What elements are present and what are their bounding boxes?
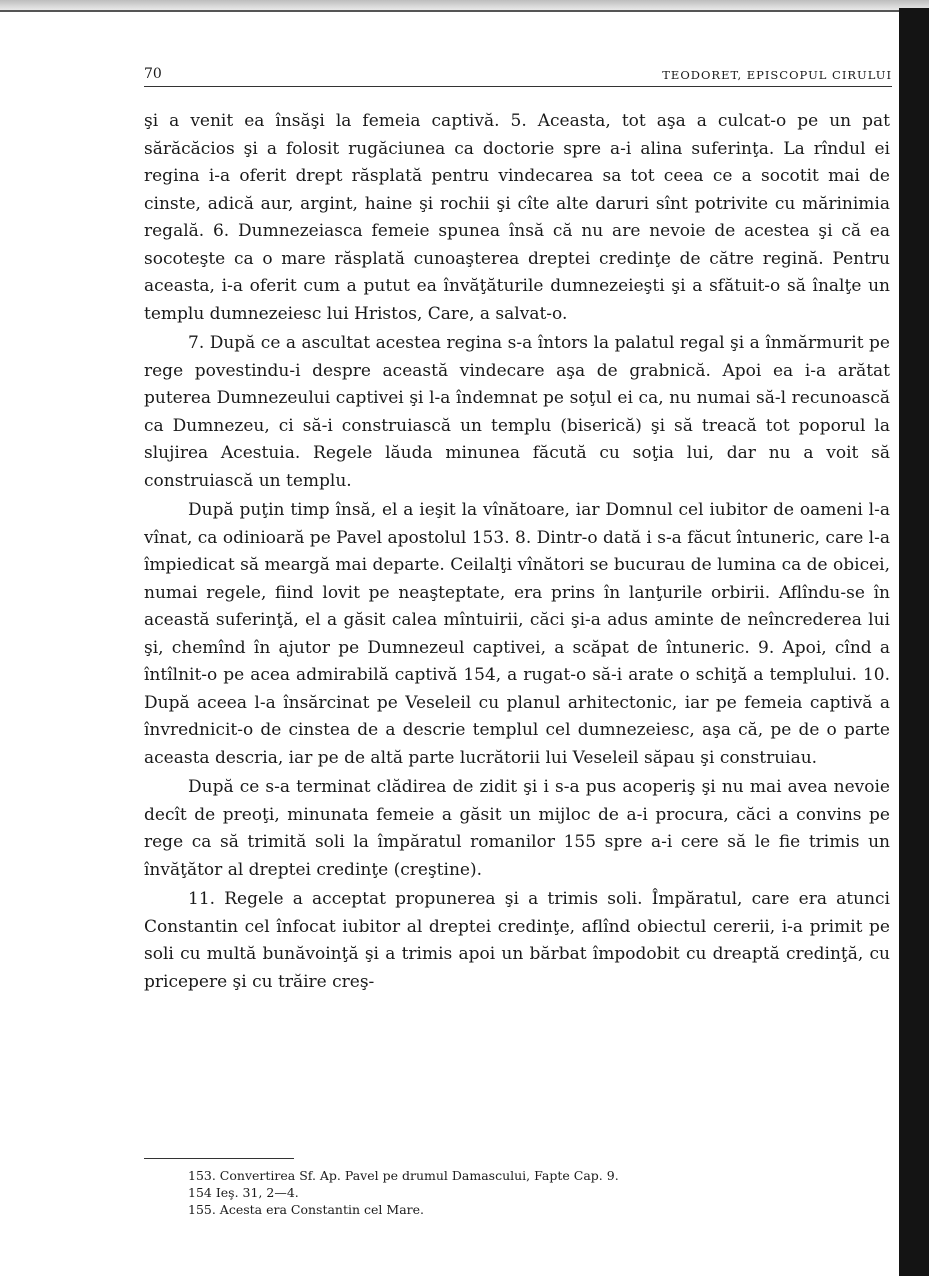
paragraph-3: După puţin timp însă, el a ieşit la vînătoare, iar Domnul cel iubitor de oameni l-a vînat, ca odinioară pe Pavel apostolul 153. 8. Dintr-o dată i s-a făcut întuneric, care l-a împiedicat să meargă mai departe. Ceilalţi vînători se bucurau de lumina ca de obicei, numai regele, fiind lovit pe neaşteptate, era prins în lanţurile orbirii. Aflîndu-se în această suferinţă, el a găsit calea mîntuirii, căci şi-a adus aminte de neîncrederea lui şi, chemînd în ajutor pe Dumnezeul captivei, a scăpat de întuneric. 9. Apoi, cînd a întîlnit-o pe acea admirabilă captivă 154, a rugat-o să-i arate o schiţă a templului. 10. După aceea l-a însărcinat pe Veseleil cu planul arhitectonic, iar pe femeia captivă a învrednicit-o de cinstea de a descrie templul cel dumnezeiesc, aşa că, pe de o parte aceasta descria, iar pe de altă parte lucrătorii lui Veseleil săpau şi construiau. (144, 500, 890, 768)
footnote-153: 153. Convertirea Sf. Ap. Pavel pe drumul Damascului, Fapte Cap. 9. (188, 1168, 619, 1183)
page-header (144, 66, 892, 87)
scan-line-top (0, 10, 900, 12)
footnotes (188, 1167, 828, 1218)
paragraph-4: După ce s-a terminat clădirea de zidit şi i s-a pus acoperiş şi nu mai avea nevoie decît de preoţi, minunata femeie a găsit un mijloc de a-i procura, căci a convins pe rege ca să trimită soli la împăratul romanilor 155 spre a-i cere să le fie trimis un învăţător al dreptei credinţe (creştine). (144, 777, 890, 880)
page-number: 70 (144, 66, 162, 82)
paragraph-1: şi a venit ea însăşi la femeia captivă. 5. Aceasta, tot aşa a culcat-o pe un pat sărăcăcios şi a folosit rugăciunea ca doctorie spre a-i alina suferinţa. La rîndul ei regina i-a oferit drept răsplată pentru vindecarea sa tot ceea ce a socotit mai de cinste, adică aur, argint, haine şi rochii şi cîte alte daruri sînt potrivite cu mărinimia regală. 6. Dumnezeiasca femeie spunea însă că nu are nevoie de acestea şi că ea socoteşte ca o mare răsplată cunoaşterea dreptei credinţe de către regină. Pentru aceasta, i-a oferit cum a putut ea învăţăturile dumnezeieşti şi a sfătuit-o să înalţe un templu dumnezeiesc lui Hristos, Care, a salvat-o. (144, 111, 890, 324)
paragraph-2: 7. După ce a ascultat acestea regina s-a întors la palatul regal şi a înmărmurit pe rege povestindu-i despre această vindecare aşa de grabnică. Apoi ea i-a arătat puterea Dumnezeului captivei şi l-a îndemnat pe soţul ei ca, nu numai să-l recunoască ca Dumnezeu, ci să-i construiască un templu (biserică) şi să treacă tot poporul la slujirea Acestuia. Regele lăuda minunea făcută cu soţia lui, dar nu a voit să construiască un templu. (144, 333, 890, 491)
footnote-154: 154 Ieş. 31, 2—4. (188, 1185, 299, 1200)
footnote-rule (144, 1158, 294, 1159)
scan-edge-right (899, 8, 929, 1276)
running-head: TEODORET, EPISCOPUL CIRULUI (662, 68, 892, 82)
paragraph-5: 11. Regele a acceptat propunerea şi a trimis soli. Împăratul, care era atunci Constantin cel înfocat iubitor al dreptei credinţe, aflînd obiectul cererii, i-a primit pe soli cu multă bunăvoinţă şi a trimis apoi un bărbat împodobit cu dreaptă credinţă, cu pricepere şi cu trăire creş- (144, 889, 890, 992)
body-text (144, 108, 890, 998)
footnote-155: 155. Acesta era Constantin cel Mare. (188, 1202, 424, 1217)
